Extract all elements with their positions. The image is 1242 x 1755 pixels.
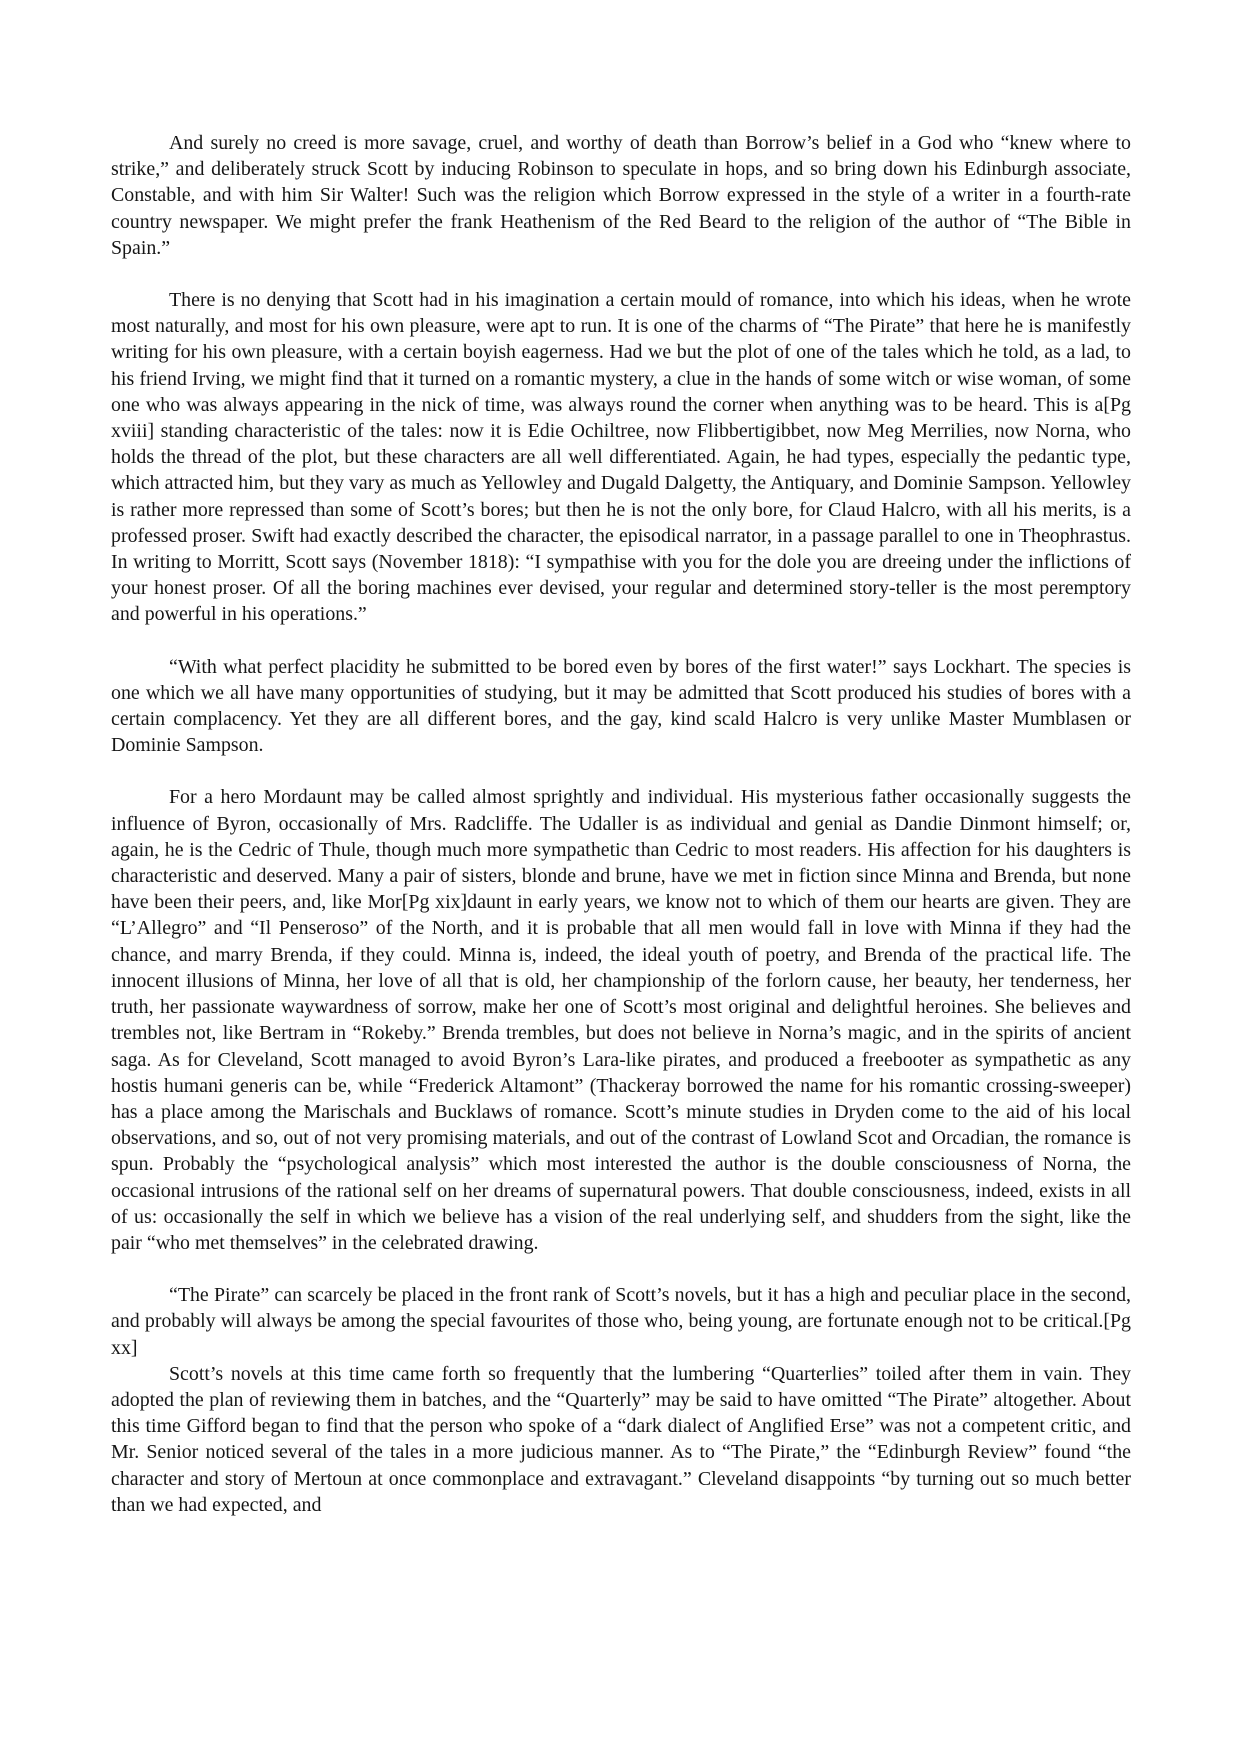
paragraph-borrow-creed: And surely no creed is more savage, cruel, and worthy of death than Borrow’s belief in a God who “knew where to strike,” and deliberately struck Scott by inducing Robinson to speculate in hops, and so bring down his Edinburgh associate, Constable, and with him Sir Walter! Such was the religion which Borrow expressed in the style of a writer in a fourth-rate country newspaper. We might prefer the frank Heathenism of the Red Beard to the religion of the author of “The Bible in Spain.” <box>111 132 1131 259</box>
paragraph-pirate-rank: “The Pirate” can scarcely be placed in the front rank of Scott’s novels, but it has a high and peculiar place in the second, and probably will always be among the special favourites of those who, being young, are fortunate enough not to be critical.[Pg xx] <box>111 1284 1131 1359</box>
document-page <box>111 130 1131 1544</box>
paragraph-bores: “With what perfect placidity he submitted to be bored even by bores of the first water!” says Lockhart. The species is one which we all have many opportunities of studying, but it may be admitted that Scott produced his studies of bores with a certain complacency. Yet they are all different bores, and the gay, kind scald Halcro is very unlike Master Mumblasen or Dominie Sampson. <box>111 655 1131 757</box>
paragraph-quarterlies: Scott’s novels at this time came forth so frequently that the lumbering “Quarterlies” toiled after them in vain. They adopted the plan of reviewing them in batches, and the “Quarterly” may be said to have omitted “The Pirate” altogether. About this time Gifford began to find that the person who spoke of a “dark dialect of Anglified Erse” was not a competent critic, and Mr. Senior noticed several of the tales in a more judicious manner. As to “The Pirate,” the “Edinburgh Review” found “the character and story of Mertoun at once commonplace and extravagant.” Cleveland disappoints “by turning out so much better than we had expected, and <box>111 1362 1131 1516</box>
paragraph-mordaunt-hero: For a hero Mordaunt may be called almost sprightly and individual. His mysterious father occasionally suggests the influence of Byron, occasionally of Mrs. Radcliffe. The Udaller is as individual and genial as Dandie Dinmont himself; or, again, he is the Cedric of Thule, though much more sympathetic than Cedric to most readers. His affection for his daughters is characteristic and deserved. Many a pair of sisters, blonde and brune, have we met in fiction since Minna and Brenda, but none have been their peers, and, like Mor[Pg xix]daunt in early years, we know not to which of them our hearts are given. They are “L’Allegro” and “Il Penseroso” of the North, and it is probable that all men would fall in love with Minna if they had the chance, and marry Brenda, if they could. Minna is, indeed, the ideal youth of poetry, and Brenda of the practical life. The innocent illusions of Minna, her love of all that is old, her championship of the forlorn cause, her beauty, her tenderness, her truth, her passionate waywardness of sorrow, make her one of Scott’s most original and delightful heroines. She believes and trembles not, like Bertram in “Rokeby.” Brenda trembles, but does not believe in Norna’s magic, and in the spirits of ancient saga. As for Cleveland, Scott managed to avoid Byron’s Lara-like pirates, and produced a freebooter as sympathetic as any hostis humani generis can be, while “Frederick Altamont” (Thackeray borrowed the name for his romantic crossing-sweeper) has a place among the Marischals and Bucklaws of romance. Scott’s minute studies in Dryden come to the aid of his local observations, and so, out of not very promising materials, and out of the contrast of Lowland Scot and Orcadian, the romance is spun. Probably the “psychological analysis” which most interested the author is the double consciousness of Norna, the occasional intrusions of the rational self on her dreams of supernatural powers. That double consciousness, indeed, exists in all of us: occasionally the self in which we believe has a vision of the real underlying self, and shudders from the sight, like the pair “who met themselves” in the celebrated drawing. <box>111 786 1131 1254</box>
paragraph-scott-romance-mould: There is no denying that Scott had in his imagination a certain mould of romance, into which his ideas, when he wrote most naturally, and most for his own pleasure, were apt to run. It is one of the charms of “The Pirate” that here he is manifestly writing for his own pleasure, with a certain boyish eagerness. Had we but the plot of one of the tales which he told, as a lad, to his friend Irving, we might find that it turned on a romantic mystery, a clue in the hands of some witch or wise woman, of some one who was always appearing in the nick of time, was always round the corner when anything was to be heard. This is a[Pg xviii] standing characteristic of the tales: now it is Edie Ochiltree, now Flibbertigibbet, now Meg Merrilies, now Norna, who holds the thread of the plot, but these characters are all well differentiated. Again, he had types, especially the pedantic type, which attracted him, but they vary as much as Yellowley and Dugald Dalgetty, the Antiquary, and Dominie Sampson. Yellowley is rather more repressed than some of Scott’s bores; but then he is not the only bore, for Claud Halcro, with all his merits, is a professed proser. Swift had exactly described the character, the episodical narrator, in a passage parallel to one in Theophrastus. In writing to Morritt, Scott says (November 1818): “I sympathise with you for the dole you are dreeing under the inflictions of your honest proser. Of all the boring machines ever devised, your regular and determined story-teller is the most peremptory and powerful in his operations.” <box>111 289 1131 626</box>
